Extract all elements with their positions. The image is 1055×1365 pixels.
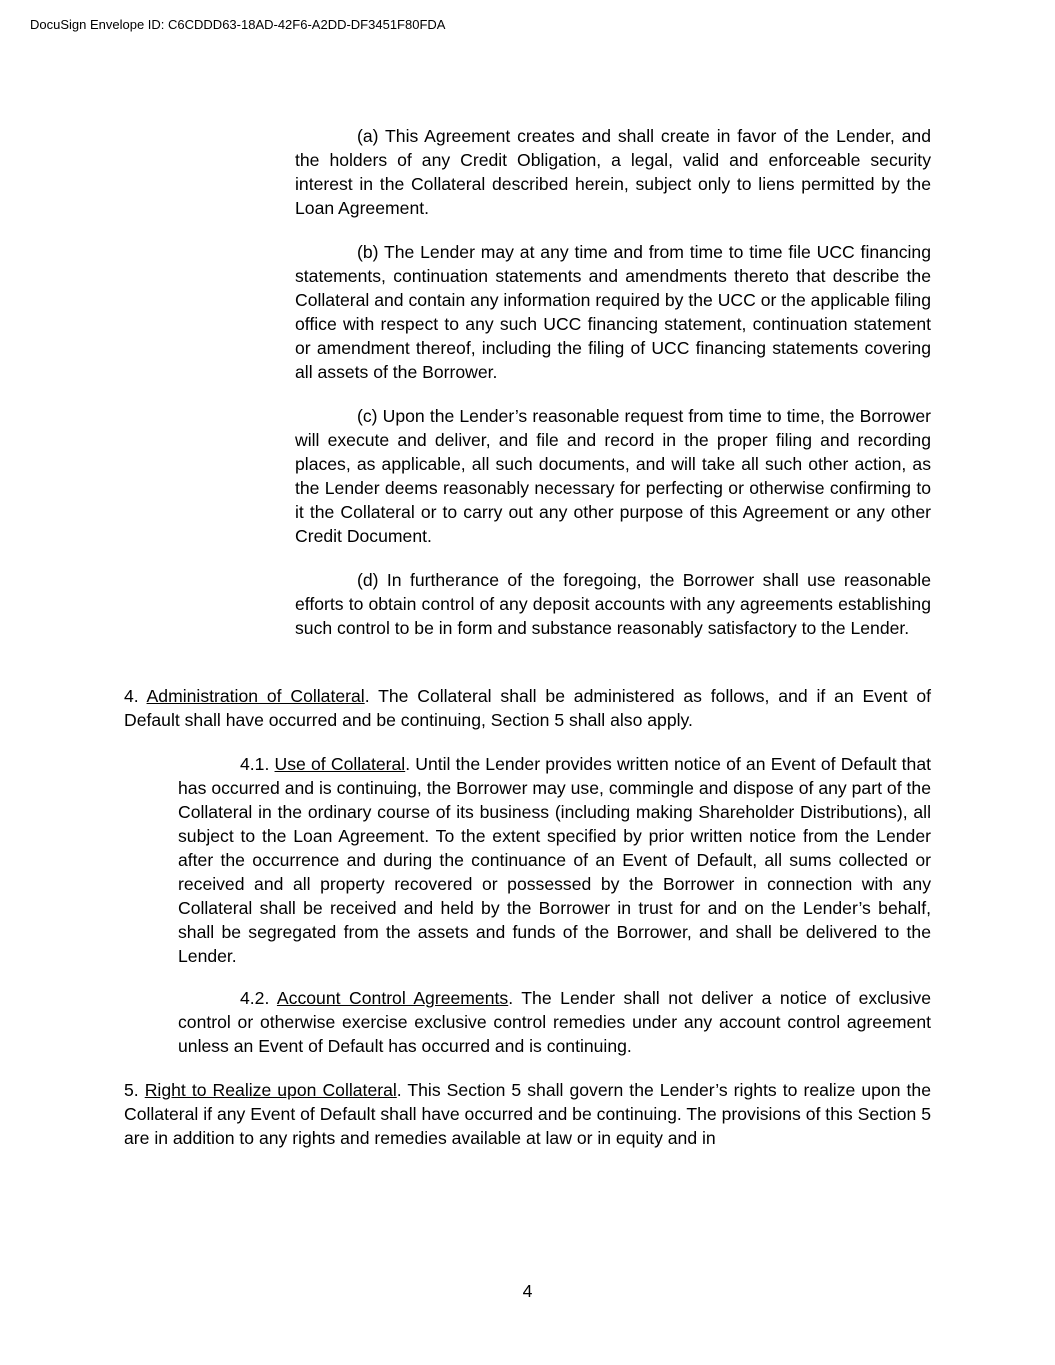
section-4-2-paragraph <box>178 986 931 1058</box>
section-4-1-heading: Use of Collateral <box>274 754 406 774</box>
section-4-heading: Administration of Collateral <box>146 686 365 706</box>
section-4-1-paragraph <box>178 752 931 968</box>
docusign-envelope-id: DocuSign Envelope ID: C6CDDD63-18AD-42F6-A2DD-DF3451F80FDA <box>30 17 446 32</box>
paragraph-3b: (b) The Lender may at any time and from time to time file UCC financing statements, continuation statements and amendments thereto that describe the Collateral and contain any information required by the UCC or the applicable filing office with respect to any such UCC financing statement, continuation statement or amendment thereof, including the filing of UCC financing statements covering all assets of the Borrower. <box>295 242 931 382</box>
section-4-paragraph <box>124 684 931 732</box>
section-4-1-number: 4.1. <box>240 754 275 774</box>
paragraph-3c: (c) Upon the Lender’s reasonable request from time to time, the Borrower will execute and deliver, and file and record in the proper filing and recording places, as applicable, all such documents, and will take all such other action, as the Lender deems reasonably necessary for perfecting or otherwise confirming to it the Collateral or to carry out any other purpose of this Agreement or any other Credit Document. <box>295 406 931 546</box>
section-4-2-heading: Account Control Agreements <box>276 988 509 1008</box>
paragraph-3a: (a) This Agreement creates and shall create in favor of the Lender, and the holders of any Credit Obligation, a legal, valid and enforceable security interest in the Collateral described herein, subject only to liens permitted by the Loan Agreement. <box>295 126 931 218</box>
section-4-2-number: 4.2. <box>240 988 277 1008</box>
section-5-number: 5. <box>124 1080 145 1100</box>
section-4-2-text: . The Lender shall not deliver a notice of exclusive control or otherwise exercise exclusive control remedies under any account control agreement unless an Event of Default has occurred and is continuing. <box>178 988 931 1056</box>
section-4-number: 4. <box>124 686 147 706</box>
paragraph-3d: (d) In furtherance of the foregoing, the Borrower shall use reasonable efforts to obtain control of any deposit accounts with any agreements establishing such control to be in form and substance reasonably satisfactory to the Lender. <box>295 570 931 638</box>
section-5-text: . This Section 5 shall govern the Lender’s rights to realize upon the Collateral if any Event of Default shall have occurred and be continuing. The provisions of this Section 5 are in addition to any rights and remedies available at law or in equity and in <box>124 1080 931 1148</box>
section-5-paragraph <box>124 1078 931 1150</box>
section-4-1-text: . Until the Lender provides written notice of an Event of Default that has occurred and is continuing, the Borrower may use, commingle and dispose of any part of the Collateral in the ordinary course of its business (including making Shareholder Distributions), all subject to the Loan Agreement. To the extent specified by prior written notice from the Lender after the occurrence and during the continuance of an Event of Default, all sums collected or received and all property recovered or possessed by the Borrower in connection with any Collateral shall be received and held by the Borrower in trust for and on the Lender’s behalf, shall be segregated from the assets and funds of the Borrower, and shall be delivered to the Lender. <box>178 754 931 966</box>
section-4-text: . The Collateral shall be administered as follows, and if an Event of Default shall have occurred and be continuing, Section 5 shall also apply. <box>124 686 931 730</box>
section-5-heading: Right to Realize upon Collateral <box>144 1080 397 1100</box>
page-number: 4 <box>522 1281 533 1301</box>
